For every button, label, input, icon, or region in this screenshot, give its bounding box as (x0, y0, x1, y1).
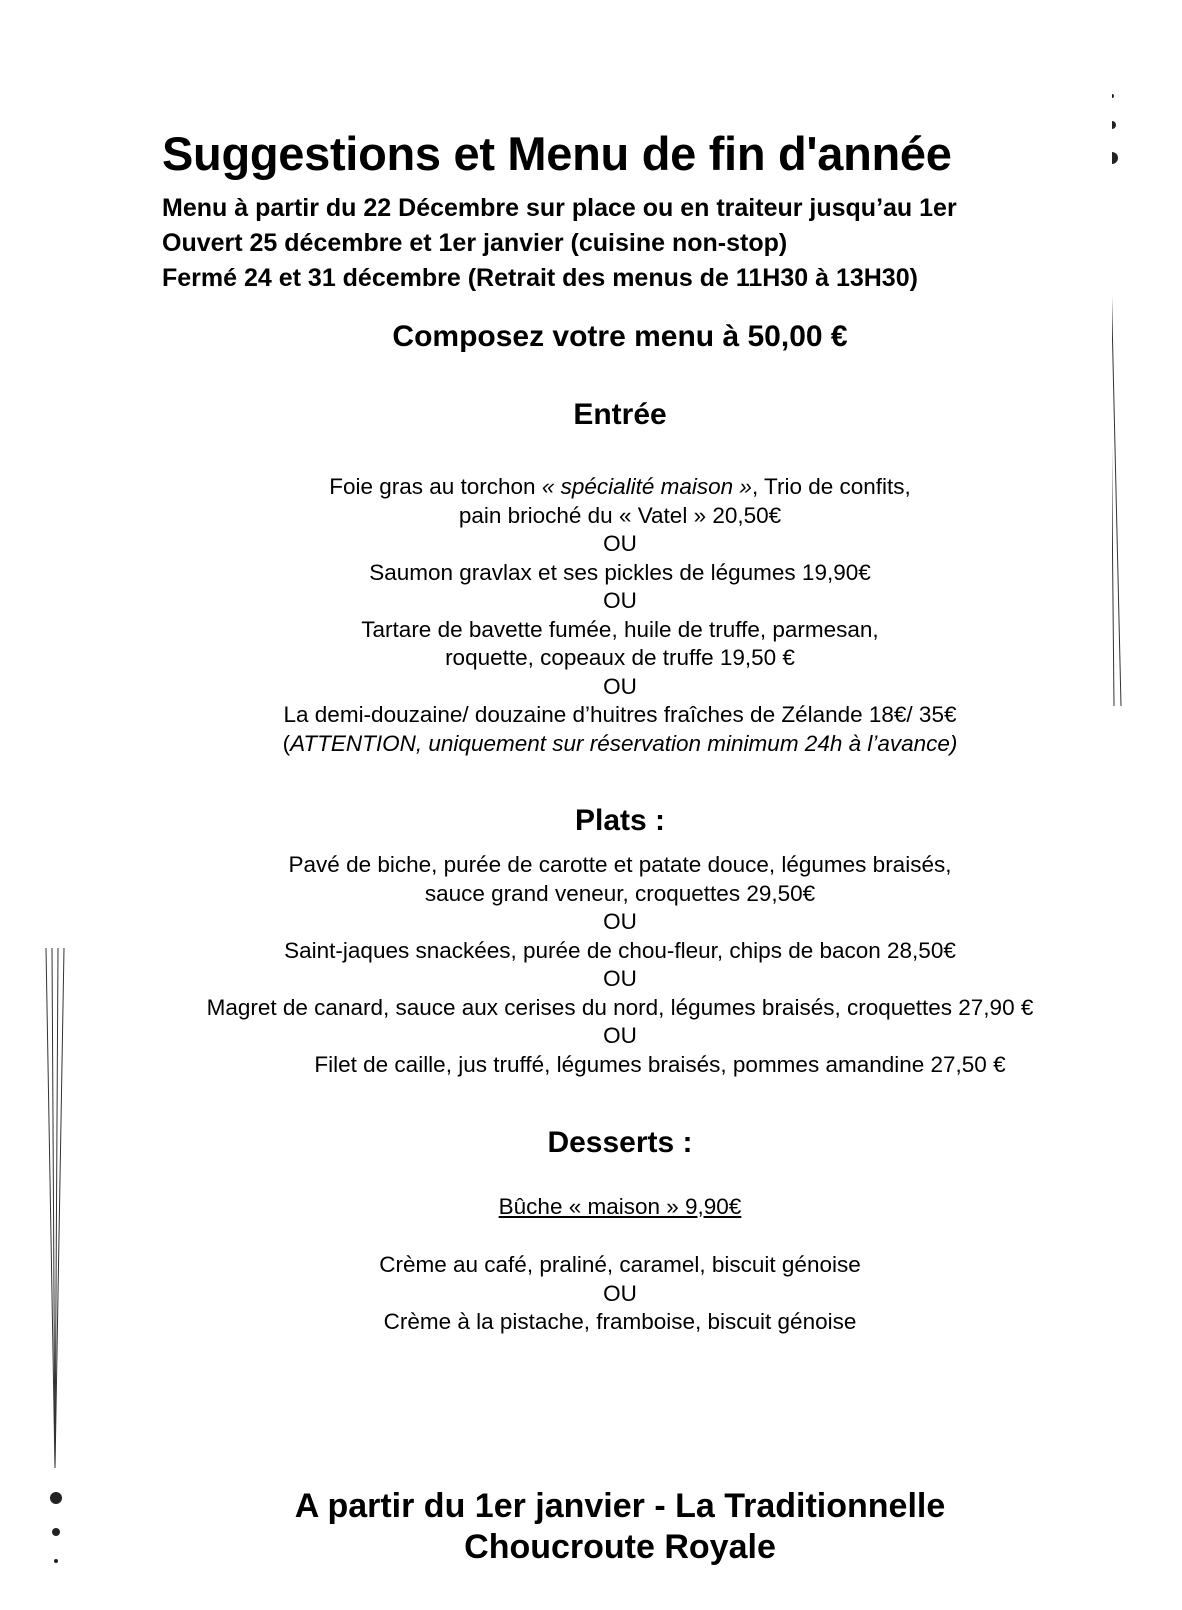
ornament-dot-large (50, 1492, 62, 1504)
separator-ou: OU (603, 909, 637, 934)
ornament-dot-medium (1112, 121, 1116, 129)
section-title-desserts: Desserts : (547, 1126, 693, 1159)
separator-ou: OU (603, 1023, 637, 1048)
desserts-list (150, 1251, 1090, 1337)
plat-item-magret: Magret de canard, sauce aux cerises du nord, légumes braisés, croquettes 27,90 € (206, 994, 1034, 1020)
entree-item-foie-gras-detail: pain brioché du « Vatel » 20,50€ (458, 502, 782, 528)
ornament-dot-large (1112, 152, 1118, 164)
separator-ou: OU (603, 966, 637, 991)
ornament-dot-medium (52, 1528, 60, 1536)
plat-item-biche: Pavé de biche, purée de carotte et patate douce, légumes braisés, (288, 852, 952, 877)
plat-item-biche-detail: sauce grand veneur, croquettes 29,50€ (424, 880, 816, 906)
separator-ou: OU (603, 588, 637, 613)
section-title-entree: Entrée (573, 398, 667, 431)
entree-list (150, 473, 1090, 758)
decorative-lines-left (38, 948, 78, 1588)
info-line-dates: Menu à partir du 22 Décembre sur place ou en traiteur jusqu’au 1er (162, 194, 957, 222)
footer-line-2: Choucroute Royale (464, 1528, 776, 1566)
entree-note: (ATTENTION, uniquement sur réservation minimum 24h à l’avance) (282, 730, 958, 756)
info-line-open: Ouvert 25 décembre et 1er janvier (cuisine non-stop) (162, 229, 788, 257)
entree-item-tartare-detail: roquette, copeaux de truffe 19,50 € (445, 645, 795, 670)
plat-item-caille: Filet de caille, jus truffé, légumes braisés, pommes amandine 27,50 € (314, 1051, 1006, 1077)
entree-item-tartare: Tartare de bavette fumée, huile de truffe, parmesan, (361, 616, 879, 642)
dessert-item-pistache: Crème à la pistache, framboise, biscuit génoise (383, 1309, 857, 1334)
ornament-dot-small (1112, 94, 1114, 98)
dessert-buche-heading: Bûche « maison » 9,90€ (498, 1194, 742, 1219)
plats-list (150, 851, 1090, 1079)
footer-announcement (150, 1486, 1090, 1568)
ornament-dot-small (54, 1559, 58, 1563)
info-line-closed: Fermé 24 et 31 décembre (Retrait des menus de 11H30 à 13H30) (162, 264, 918, 292)
menu-price-heading: Composez votre menu à 50,00 € (392, 320, 848, 353)
specialite-label: « spécialité maison » (541, 474, 752, 499)
plat-item-saint-jacques: Saint-jaques snackées, purée de chou-fleur, chips de bacon 28,50€ (284, 937, 956, 963)
footer-line-1: A partir du 1er janvier - La Traditionnelle (294, 1487, 946, 1525)
decorative-lines-right (1112, 88, 1146, 728)
page-title: Suggestions et Menu de fin d'année (162, 127, 952, 180)
separator-ou: OU (603, 531, 637, 556)
entree-item-foie-gras: Foie gras au torchon « spécialité maison », Trio de confits, (329, 474, 911, 499)
entree-item-huitres: La demi-douzaine/ douzaine d’huitres fraîches de Zélande 18€/ 35€ (283, 702, 957, 727)
section-title-plats: Plats : (574, 804, 666, 837)
dessert-item-cafe: Crème au café, praliné, caramel, biscuit génoise (379, 1252, 861, 1277)
entree-item-saumon: Saumon gravlax et ses pickles de légumes 19,90€ (369, 559, 871, 585)
separator-ou: OU (603, 673, 637, 699)
separator-ou: OU (603, 1280, 637, 1306)
header-info (162, 191, 957, 296)
